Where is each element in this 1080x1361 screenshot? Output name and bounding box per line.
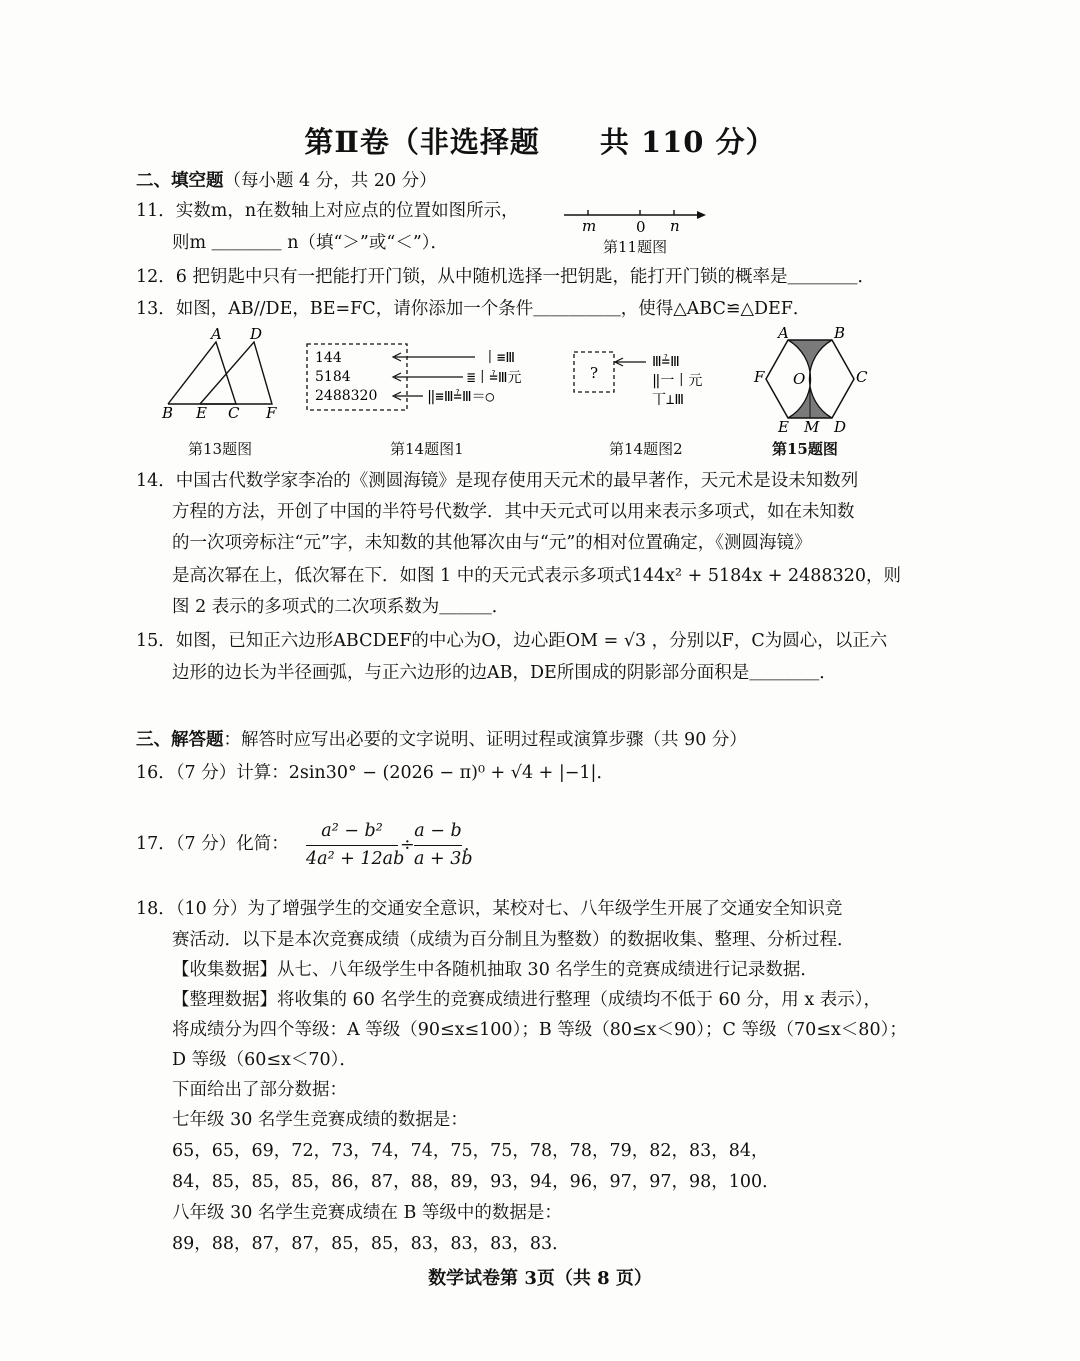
rod-row-2: ‖一丨元 bbox=[652, 373, 703, 389]
label-B: B bbox=[162, 404, 174, 422]
number-line-figure bbox=[560, 198, 720, 238]
q14-line3: 的一次项旁标注“元”字，未知数的其他幂次由与“元”的相对位置确定，《测圆海镜》 bbox=[172, 533, 812, 553]
label-O: O bbox=[793, 370, 806, 388]
q11-line1: 11．实数m，n在数轴上对应点的位置如图所示， bbox=[136, 201, 519, 221]
q18-line1: 18．（10 分）为了增强学生的交通安全意识，某校对七、八年级学生开展了交通安全知识竞 bbox=[136, 899, 843, 919]
q14-line1: 14．中国古代数学家李冶的《测圆海镜》是现存使用天元术的最早著作，天元术是设未知数列 bbox=[136, 471, 859, 491]
label-n: n bbox=[670, 217, 680, 235]
rod-row-3: ‖≡Ⅲ≟Ⅲ＝○ bbox=[427, 389, 495, 405]
q18-line6: D 等级（60≤x＜70）． bbox=[172, 1050, 357, 1070]
q17-fraction-bar-1 bbox=[306, 845, 398, 846]
q14-line4: 是高次幂在上，低次幂在下．如图 1 中的天元式表示多项式144x² + 5184x + 2488320，则 bbox=[172, 566, 901, 586]
fig14-1-rod-numerals bbox=[305, 340, 555, 416]
number-2488320: 2488320 bbox=[315, 388, 378, 404]
page-title: 第Ⅱ卷（非选择题 共 110 分） bbox=[304, 125, 776, 159]
q18-line5: 将成绩分为四个等级：A 等级（90≤x≤100）；B 等级（80≤x＜90）；C 等级（70≤x＜80）； bbox=[172, 1020, 907, 1040]
q13-text: 13．如图，AB//DE，BE=FC，请你添加一个条件＿＿＿＿＿，使得△ABC≌△DEF． bbox=[136, 299, 811, 319]
q18-line4: 【整理数据】将收集的 60 名学生的竞赛成绩进行整理（成绩均不低于 60 分，用 x 表示）， bbox=[172, 990, 882, 1010]
q14-line5: 图 2 表示的多项式的二次项系数为＿＿＿． bbox=[172, 597, 510, 617]
fig13-triangles bbox=[158, 326, 288, 422]
q14-line2: 方程的方法，开创了中国的半符号代数学．其中天元式可以用来表示多项式，如在未知数 bbox=[172, 502, 855, 522]
label-D: D bbox=[834, 418, 847, 436]
rod-row-1: 丨≡Ⅲ bbox=[483, 350, 516, 366]
fig15-caption: 第15题图 bbox=[772, 440, 838, 458]
label-A: A bbox=[211, 326, 222, 343]
label-B: B bbox=[834, 324, 846, 342]
q17-fraction-bar-2 bbox=[414, 845, 462, 846]
q18-line11: 八年级 30 名学生竞赛成绩在 B 等级中的数据是： bbox=[172, 1203, 562, 1223]
q15-line2: 边形的边长为半径画弧，与正六边形的边AB，DE所围成的阴影部分面积是＿＿＿＿． bbox=[172, 663, 837, 683]
page-footer: 数学试卷第 3页（共 8 页） bbox=[428, 1268, 652, 1289]
number-line-arrow bbox=[697, 211, 706, 219]
q18-line2: 赛活动．以下是本次竞赛成绩（成绩为百分制且为整数）的数据收集、整理、分析过程． bbox=[172, 930, 855, 950]
q17-denominator-2: a + 3b bbox=[414, 849, 473, 869]
q18-grade7-scores-2: 84，85，85，85，86，87，88，89，93，94，96，97，97，98，100． bbox=[172, 1172, 780, 1192]
fig14-2-caption: 第14题图2 bbox=[609, 440, 683, 458]
section3-heading bbox=[136, 729, 747, 751]
q18-line8: 七年级 30 名学生竞赛成绩的数据是： bbox=[172, 1110, 468, 1130]
label-F: F bbox=[266, 404, 277, 422]
q18-grade8-b-scores: 89，88，87，87，85，85，83，83，83，83． bbox=[172, 1234, 570, 1254]
q17-end: ． bbox=[464, 835, 482, 855]
fig15-hexagon bbox=[750, 324, 875, 436]
q18-grade7-scores-1: 65，65，69，72，73，74，74，75，75，78，78，79，82，83，84， bbox=[172, 1141, 769, 1161]
section3-note: ：解答时应写出必要的文字说明、证明过程或演算步骤（共 90 分） bbox=[223, 730, 747, 750]
q18-line3: 【收集数据】从七、八年级学生中各随机抽取 30 名学生的竞赛成绩进行记录数据． bbox=[172, 960, 818, 980]
section2-note: （每小题 4 分，共 20 分） bbox=[223, 171, 437, 191]
label-m: m bbox=[582, 217, 597, 235]
section2-heading bbox=[136, 170, 437, 192]
label-F: F bbox=[754, 368, 765, 386]
q17-numerator-2: a − b bbox=[414, 821, 462, 841]
rod-row-3: 丅⊥Ⅲ bbox=[652, 392, 685, 408]
fig13-caption: 第13题图 bbox=[188, 440, 253, 458]
section2-heading-text: 二、填空题 bbox=[136, 171, 224, 191]
label-A: A bbox=[778, 324, 789, 342]
q18-line7: 下面给出了部分数据： bbox=[172, 1080, 347, 1100]
fig11-caption: 第11题图 bbox=[603, 238, 668, 256]
label-C: C bbox=[856, 368, 868, 386]
rod-row-1: Ⅲ≟Ⅲ bbox=[652, 354, 680, 370]
label-E: E bbox=[778, 418, 789, 436]
q11-line2: 则m ＿＿＿＿ n（填“＞”或“＜”）． bbox=[172, 233, 449, 253]
fig14-1-caption: 第14题图1 bbox=[390, 440, 464, 458]
label-D: D bbox=[250, 326, 263, 343]
label-E: E bbox=[196, 404, 207, 422]
q17-numerator-1: a² − b² bbox=[321, 821, 383, 841]
label-M: M bbox=[804, 418, 820, 436]
q16-text: 16．（7 分）计算：2sin30° − (2026 − π)⁰ + √4 + |−1|． bbox=[136, 763, 614, 783]
triangle-abc bbox=[168, 342, 236, 404]
q12-text: 12．6 把钥匙中只有一把能打开门锁，从中随机选择一把钥匙，能打开门锁的概率是＿＿＿＿． bbox=[136, 267, 875, 287]
fig14-2-rod-numerals bbox=[570, 344, 730, 414]
q17-divide-sign: ÷ bbox=[400, 835, 415, 855]
number-144: 144 bbox=[315, 350, 342, 366]
label-0: 0 bbox=[636, 218, 646, 236]
section3-heading-text: 三、解答题 bbox=[136, 730, 224, 750]
q15-line1: 15．如图，已知正六边形ABCDEF的中心为O，边心距OM = √3 ，分别以F，C为圆心，以正六 bbox=[136, 631, 888, 651]
question-mark: ? bbox=[590, 364, 599, 382]
q17-denominator-1: 4a² + 12ab bbox=[306, 849, 405, 869]
q17-prefix: 17．（7 分）化简： bbox=[136, 834, 289, 854]
triangle-def bbox=[200, 342, 272, 404]
number-5184: 5184 bbox=[315, 369, 351, 385]
rod-row-2: ≣丨≟Ⅲ元 bbox=[467, 370, 522, 386]
label-C: C bbox=[228, 404, 240, 422]
